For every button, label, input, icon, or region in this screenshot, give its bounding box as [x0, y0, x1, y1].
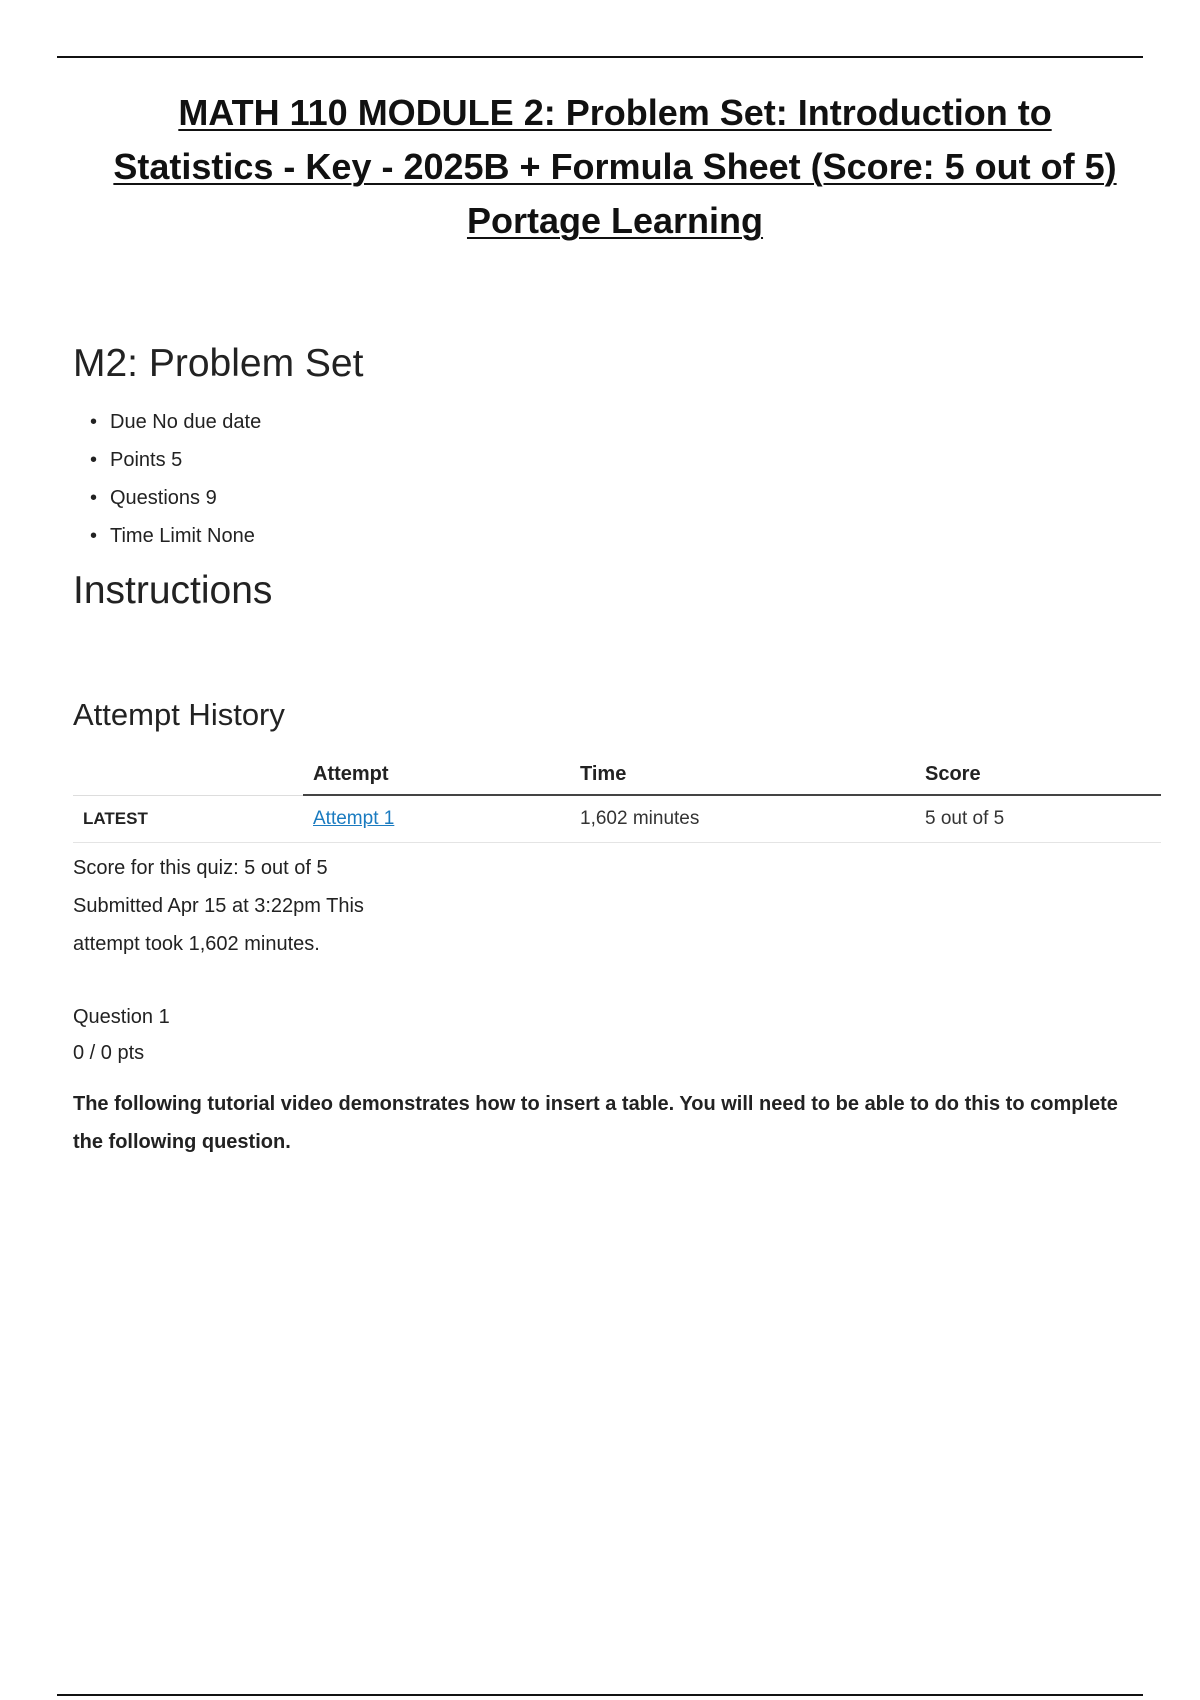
document-title-line-1: MATH 110 MODULE 2: Problem Set: Introduction to	[178, 92, 1052, 133]
quiz-meta-list	[73, 403, 1163, 555]
score-line: Score for this quiz: 5 out of 5	[73, 857, 328, 879]
question-points: 0 / 0 pts	[73, 1042, 145, 1064]
attempt-history-table	[73, 757, 1161, 843]
document-title-line-2: Statistics - Key - 2025B + Formula Sheet (Score: 5 out of 5)	[113, 146, 1117, 187]
latest-tag: LATEST	[73, 795, 303, 843]
quiz-summary	[73, 849, 423, 963]
table-header-row	[73, 757, 1161, 795]
time-cell: 1,602 minutes	[570, 795, 915, 843]
meta-questions: • Questions 9	[73, 479, 1163, 517]
column-header-time: Time	[570, 757, 915, 795]
top-rule	[57, 56, 1143, 58]
instructions-heading: Instructions	[73, 569, 273, 612]
quiz-content	[73, 340, 1163, 1161]
table-row	[73, 795, 1161, 843]
submitted-line: Submitted Apr 15 at 3:22pm This attempt took 1,602 minutes.	[73, 895, 364, 955]
question-text: The following tutorial video demonstrates how to insert a table. You will need to be able to do this to complete the following question.	[73, 1093, 1118, 1153]
document-title-line-3: Portage Learning	[466, 200, 764, 241]
meta-time-limit: • Time Limit None	[73, 517, 1163, 555]
column-header-tag	[73, 757, 303, 795]
attempt-cell	[303, 795, 570, 843]
bottom-rule	[57, 1694, 1143, 1696]
meta-points: • Points 5	[73, 441, 1163, 479]
quiz-heading: M2: Problem Set	[73, 342, 364, 385]
question-header	[73, 999, 1163, 1071]
attempt-history-heading: Attempt History	[73, 697, 285, 732]
meta-due: • Due No due date	[73, 403, 1163, 441]
column-header-score: Score	[915, 757, 1161, 795]
attempt-1-link[interactable]: Attempt 1	[313, 808, 395, 829]
document-title	[80, 86, 1150, 248]
score-cell: 5 out of 5	[915, 795, 1161, 843]
column-header-attempt: Attempt	[303, 757, 570, 795]
question-title: Question 1	[73, 1006, 170, 1028]
